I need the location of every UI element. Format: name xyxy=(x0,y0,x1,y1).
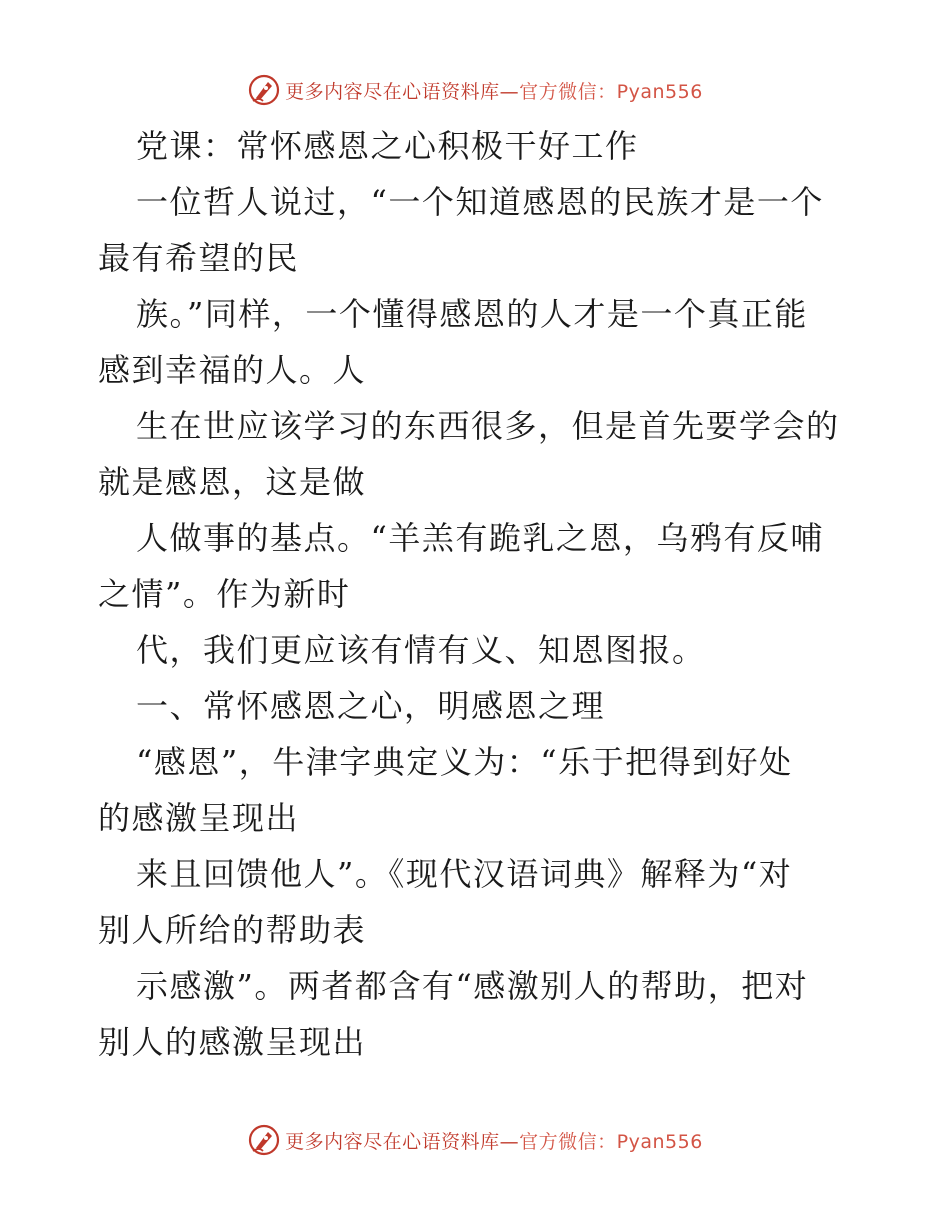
watermark-text xyxy=(285,1127,703,1154)
pen-nib-seal-icon xyxy=(247,73,281,107)
text-line: 就是感恩，这是做 xyxy=(98,463,367,501)
text-line: 生在世应该学习的东西很多，但是首先要学会的 xyxy=(136,407,840,445)
text-line: 之情”。作为新时 xyxy=(98,575,351,613)
watermark-contact: 官方微信：Pyan556 xyxy=(519,80,703,103)
text-line: 来且回馈他人”。《现代汉语词典》解释为“对 xyxy=(136,855,793,893)
watermark-brand: 更多内容尽在心语资料库 xyxy=(285,80,500,103)
text-line: 代，我们更应该有情有义、知恩图报。 xyxy=(136,631,706,669)
text-line: 党课：常怀感恩之心积极干好工作 xyxy=(136,127,639,165)
text-line: 示感激”。两者都含有“感激别人的帮助，把对 xyxy=(136,967,809,1005)
footer-watermark xyxy=(0,1120,950,1160)
text-line: “感恩”，牛津字典定义为：“乐于把得到好处 xyxy=(136,743,793,781)
text-line: 别人的感激呈现出 xyxy=(98,1023,367,1061)
header-watermark xyxy=(0,70,950,110)
document-body xyxy=(98,118,858,1070)
watermark-text xyxy=(285,77,703,104)
text-line: 感到幸福的人。人 xyxy=(98,351,367,389)
text-line: 最有希望的民 xyxy=(98,239,300,277)
text-line: 的感激呈现出 xyxy=(98,799,300,837)
text-line: 一、常怀感恩之心，明感恩之理 xyxy=(136,687,606,725)
pen-nib-seal-icon xyxy=(247,1123,281,1157)
watermark-brand: 更多内容尽在心语资料库 xyxy=(285,1130,500,1153)
text-line: 别人所给的帮助表 xyxy=(98,911,367,949)
watermark-dash: — xyxy=(499,80,520,103)
text-line: 一位哲人说过，“一个知道感恩的民族才是一个 xyxy=(136,183,824,221)
watermark-contact: 官方微信：Pyan556 xyxy=(519,1130,703,1153)
watermark-dash: — xyxy=(499,1130,520,1153)
text-line: 人做事的基点。“羊羔有跪乳之恩，乌鸦有反哺 xyxy=(136,519,824,557)
text-line: 族。”同样，一个懂得感恩的人才是一个真正能 xyxy=(136,295,808,333)
